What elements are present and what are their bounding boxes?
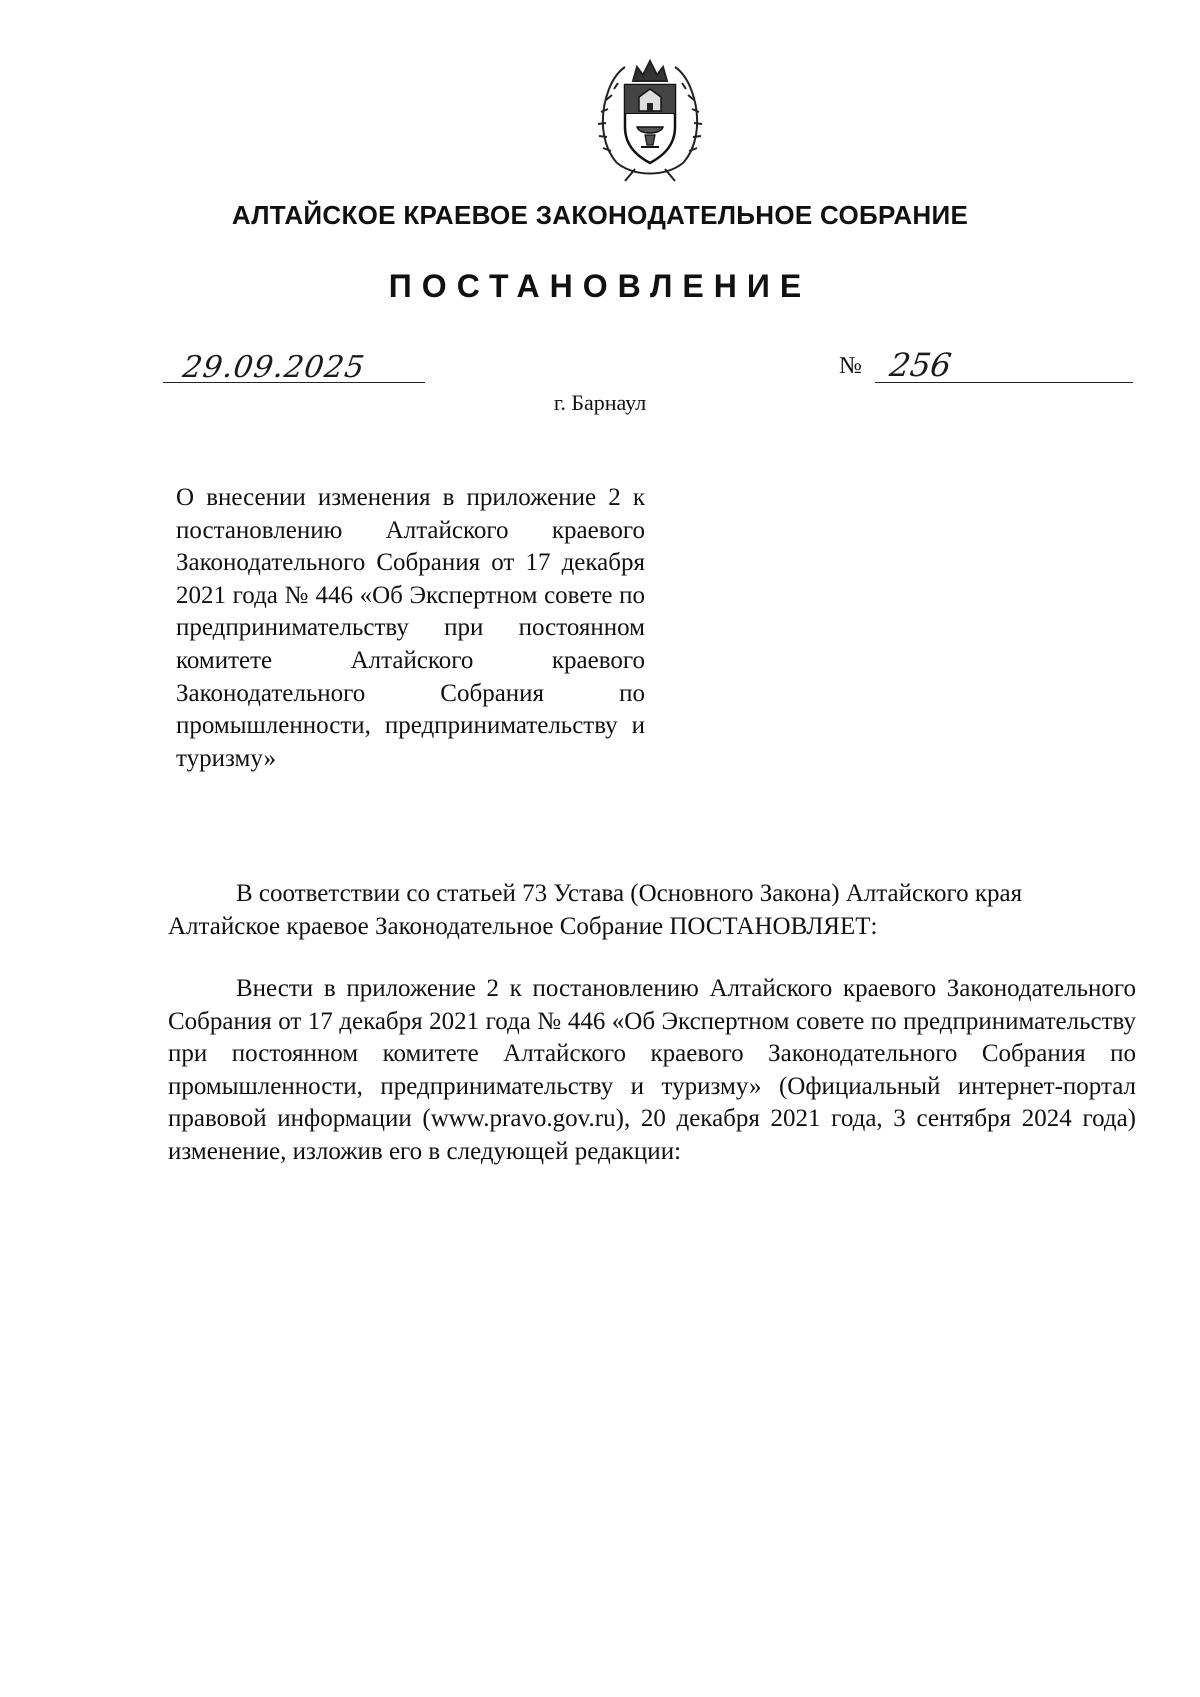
document-subject: О внесении изменения в приложение 2 к постановлению Алтайского краевого Законодательного Собрания от 17 декабря 2021 года № 446 «Об Экспертном совете по предпринимательству при постоянном комитете Алтайского краевого Законодательного Собрания по промышленности, предпринимательству и туризму»	[176, 484, 645, 772]
number-label: №	[839, 353, 862, 379]
body-paragraph-1: В соответствии со статьей 73 Устава (Основного Закона) Алтайского края Алтайское краевое Законодательное Собрание ПОСТАНОВЛЯЕТ:	[168, 880, 1023, 940]
body-paragraph-2: Внести в приложение 2 к постановлению Алтайского краевого Законодательного Собрания от 17 декабря 2021 года № 446 «Об Экспертном совете по предпринимательству при постоянном комитете Алтайского краевого Законодательного Собрания по промышленности, предпринимательству и туризму» (Официальный интернет-портал правовой информации (www.pravo.gov.ru), 20 декабря 2021 года, 3 сентября 2024 года) изменение, изложив его в следующей редакции:	[168, 975, 1136, 1165]
organization-title: АЛТАЙСКОЕ КРАЕВОЕ ЗАКОНОДАТЕЛЬНОЕ СОБРАНИЕ	[231, 200, 969, 230]
date-underline	[163, 382, 425, 383]
city-label: г. Барнаул	[553, 390, 647, 415]
number-underline	[875, 382, 1133, 383]
document-number: 256	[887, 346, 954, 384]
coat-of-arms-icon	[595, 55, 705, 185]
document-date: 29.09.2025	[180, 350, 368, 385]
document-type-title: ПОСТАНОВЛЕНИЕ	[388, 268, 812, 304]
